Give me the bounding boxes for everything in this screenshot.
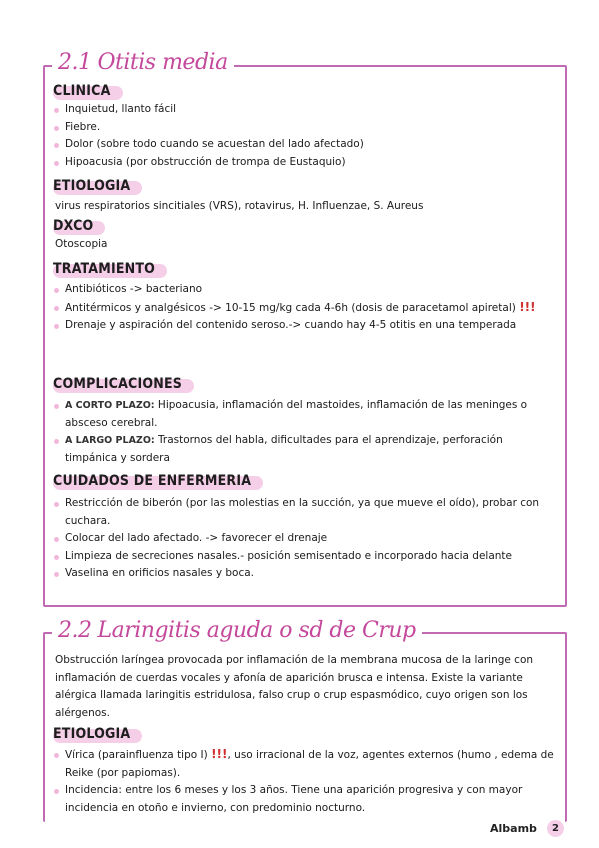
list-item: Vírica (parainfluenza tipo I) !!!, uso irracional de la voz, agentes externos (humo , edema de Reike (por papiomas). xyxy=(52,746,557,782)
section-title: Otitis media xyxy=(97,50,228,75)
heading-clinica: CLINICA xyxy=(53,81,111,101)
list-item: Fiebre. xyxy=(52,119,557,137)
list-item: Vaselina en orificios nasales y boca. xyxy=(52,565,557,583)
list-item: Limpieza de secreciones nasales.- posición semisentado e incorporado hacia delante xyxy=(52,548,557,566)
list-item: A CORTO PLAZO: Hipoacusia, inflamación del mastoides, inflamación de las meninges o absceso cerebral. xyxy=(52,397,557,432)
list-item: Hipoacusia (por obstrucción de trompa de Eustaquio) xyxy=(52,154,557,172)
list-item: Dolor (sobre todo cuando se acuestan del lado afectado) xyxy=(52,136,557,154)
heading-tratamiento: TRATAMIENTO xyxy=(53,259,155,279)
heading-complicaciones: COMPLICACIONES xyxy=(53,374,182,394)
etiologia-text: virus respiratorios sincitiales (VRS), rotavirus, H. Influenzae, S. Aureus xyxy=(55,200,424,212)
list-item: Colocar del lado afectado. -> favorecer el drenaje xyxy=(52,530,557,548)
clinica-list xyxy=(52,101,557,171)
list-item: A LARGO PLAZO: Trastornos del habla, dificultades para el aprendizaje, perforación timpánica y sordera xyxy=(52,432,557,467)
emphasis-mark: !!! xyxy=(211,747,228,761)
cuidados-list xyxy=(52,495,557,583)
tratamiento-list xyxy=(52,281,557,335)
heading-cuidados: CUIDADOS DE ENFERMERIA xyxy=(53,471,251,491)
section-number: 2.2 xyxy=(58,618,92,643)
list-item: Drenaje y aspiración del contenido seroso.-> cuando hay 4-5 otitis en una temperada xyxy=(52,317,557,335)
heading-etiologia: ETIOLOGIA xyxy=(53,176,130,196)
emphasis-mark: !!! xyxy=(519,299,536,314)
dxco-text: Otoscopia xyxy=(55,238,108,250)
laringitis-etiologia-list xyxy=(52,746,557,817)
laringitis-intro: Obstrucción laríngea provocada por inflamación de la membrana mucosa de la laringe con inflamación de cuerdas vocales y afonía de aparición brusca e intensa. Existe la variante alérgica llamada laringitis estridulosa, falso crup o crup espasmódico, cuyo origen son los alérgenos. xyxy=(55,654,534,719)
section-laringitis-title xyxy=(52,618,422,643)
author-name: Albamb xyxy=(490,822,537,835)
list-item: Antibióticos -> bacteriano xyxy=(52,281,557,299)
section-otitis-title xyxy=(52,50,234,75)
list-item: Inquietud, llanto fácil xyxy=(52,101,557,119)
list-item: Restricción de biberón (por las molestias en la succión, ya que mueve el oído), probar con cuchara. xyxy=(52,495,557,530)
complicaciones-list xyxy=(52,397,557,467)
page-footer xyxy=(490,820,564,837)
list-item: Antitérmicos y analgésicos -> 10-15 mg/kg cada 4-6h (dosis de paracetamol apiretal) !!! xyxy=(52,299,557,318)
page-number: 2 xyxy=(547,820,564,837)
heading-etiologia-2: ETIOLOGIA xyxy=(53,724,130,744)
list-item: Incidencia: entre los 6 meses y los 3 años. Tiene una aparición progresiva y con mayor incidencia en otoño e invierno, con predominio nocturno. xyxy=(52,782,557,817)
section-title: Laringitis aguda o sd de Crup xyxy=(97,618,416,643)
heading-dxco: DXCO xyxy=(53,216,93,236)
section-number: 2.1 xyxy=(58,50,92,75)
